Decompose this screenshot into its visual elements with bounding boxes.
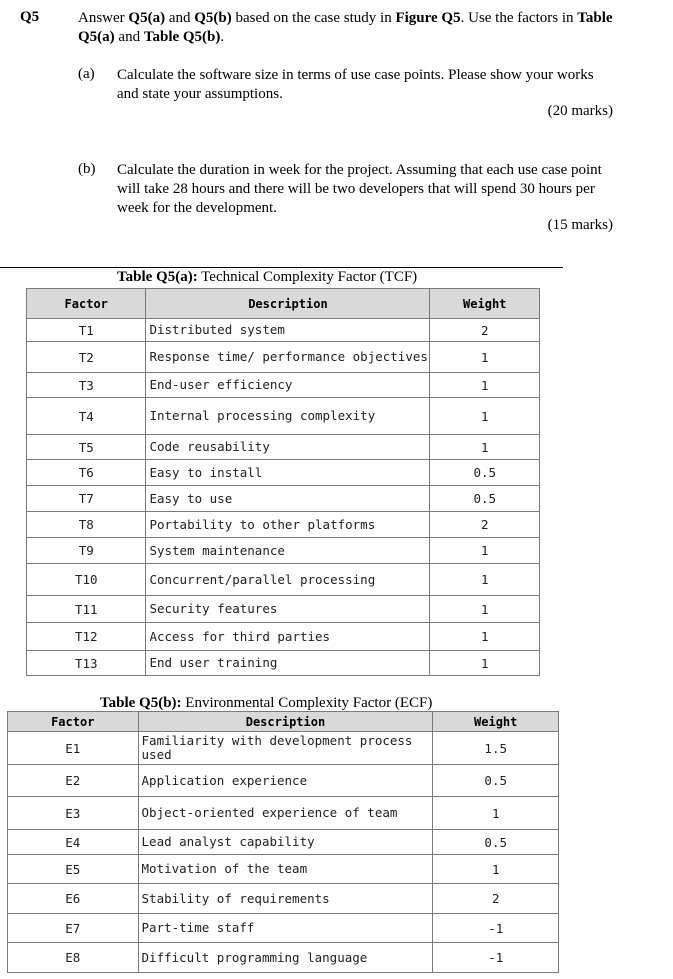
tcf-cell-weight: 1 [430,373,540,398]
ecf-row [8,732,559,765]
ecf-cell-description: Motivation of the team [138,855,433,884]
tcf-cell-factor: T11 [27,596,146,623]
ecf-cell-description: Lead analyst capability [138,830,433,855]
ecf-cell-description: Difficult programming language [138,943,433,973]
tcf-cell-description: System maintenance [146,538,430,564]
tcf-row [27,538,540,564]
ecf-cell-description: Stability of requirements [138,884,433,914]
tcf-caption: Table Q5(a): Technical Complexity Factor (TCF) [117,269,418,285]
ecf-cell-factor: E4 [8,830,139,855]
tcf-row [27,373,540,398]
tcf-cell-description: End user training [146,651,430,676]
ecf-row [8,765,559,797]
tcf-cell-factor: T12 [27,623,146,651]
tcf-row [27,564,540,596]
section-divider [0,267,563,268]
part-a-label: (a) [78,66,95,82]
tcf-cell-description: Easy to install [146,460,430,486]
tcf-cell-description: Portability to other platforms [146,512,430,538]
tcf-cell-description: Access for third parties [146,623,430,651]
tcf-cell-description: End-user efficiency [146,373,430,398]
ecf-cell-weight: 0.5 [433,830,559,855]
ecf-row [8,884,559,914]
tcf-cell-factor: T7 [27,486,146,512]
ecf-cell-weight: -1 [433,943,559,973]
tcf-row [27,651,540,676]
tcf-row [27,435,540,460]
tcf-cell-weight: 1 [430,651,540,676]
tcf-row [27,512,540,538]
tcf-cell-factor: T10 [27,564,146,596]
tcf-row [27,342,540,373]
tcf-row [27,460,540,486]
part-b-text: Calculate the duration in week for the project. Assuming that each use case point will take 28 hours and there will be two developers that will spend 30 hours per week for the development. [117,162,602,216]
ecf-table [7,711,559,973]
ecf-row [8,830,559,855]
tcf-cell-weight: 1 [430,538,540,564]
part-a-text: Calculate the software size in terms of use case points. Please show your works and state your assumptions. [117,67,594,102]
ecf-header-factor: Factor [8,712,139,732]
ecf-header-row [8,712,559,732]
ecf-cell-factor: E8 [8,943,139,973]
ecf-cell-factor: E1 [8,732,139,765]
tcf-header-row [27,289,540,319]
ecf-cell-factor: E7 [8,914,139,943]
ecf-cell-weight: 1 [433,855,559,884]
ecf-header-description: Description [138,712,433,732]
part-b-label: (b) [78,161,96,177]
ecf-cell-factor: E3 [8,797,139,830]
ecf-row [8,943,559,973]
tcf-row [27,623,540,651]
ecf-cell-weight: 2 [433,884,559,914]
ecf-cell-description: Familiarity with development process used [138,732,433,765]
part-b-marks: (15 marks) [547,217,613,233]
tcf-row [27,486,540,512]
tcf-cell-factor: T9 [27,538,146,564]
tcf-cell-description: Security features [146,596,430,623]
ecf-cell-description: Application experience [138,765,433,797]
tcf-row [27,596,540,623]
tcf-row [27,319,540,342]
ecf-cell-factor: E5 [8,855,139,884]
part-a-marks: (20 marks) [547,103,613,119]
tcf-cell-weight: 1 [430,398,540,435]
question-intro: Answer Q5(a) and Q5(b) based on the case study in Figure Q5. Use the factors in Table Q5(a) and Table Q5(b). [78,10,613,45]
tcf-cell-description: Response time/ performance objectives [146,342,430,373]
ecf-caption: Table Q5(b): Environmental Complexity Factor (ECF) [100,695,433,711]
ecf-header-weight: Weight [433,712,559,732]
tcf-cell-factor: T2 [27,342,146,373]
tcf-cell-description: Internal processing complexity [146,398,430,435]
question-number: Q5 [20,9,40,25]
tcf-cell-weight: 1 [430,623,540,651]
ecf-cell-weight: 0.5 [433,765,559,797]
ecf-row [8,914,559,943]
tcf-row [27,398,540,435]
tcf-header-weight: Weight [430,289,540,319]
tcf-cell-weight: 1 [430,564,540,596]
ecf-cell-description: Part-time staff [138,914,433,943]
tcf-cell-weight: 2 [430,512,540,538]
tcf-header-factor: Factor [27,289,146,319]
tcf-cell-factor: T1 [27,319,146,342]
tcf-cell-weight: 2 [430,319,540,342]
tcf-cell-weight: 0.5 [430,486,540,512]
tcf-table [26,288,540,676]
tcf-cell-factor: T4 [27,398,146,435]
tcf-cell-description: Concurrent/parallel processing [146,564,430,596]
tcf-cell-weight: 1 [430,435,540,460]
ecf-cell-description: Object-oriented experience of team [138,797,433,830]
ecf-cell-weight: 1 [433,797,559,830]
tcf-cell-description: Easy to use [146,486,430,512]
ecf-cell-factor: E2 [8,765,139,797]
tcf-cell-factor: T3 [27,373,146,398]
tcf-cell-factor: T5 [27,435,146,460]
tcf-cell-factor: T8 [27,512,146,538]
tcf-cell-description: Code reusability [146,435,430,460]
tcf-cell-description: Distributed system [146,319,430,342]
tcf-cell-weight: 1 [430,342,540,373]
ecf-cell-weight: 1.5 [433,732,559,765]
ecf-row [8,855,559,884]
ecf-row [8,797,559,830]
tcf-cell-weight: 1 [430,596,540,623]
ecf-cell-factor: E6 [8,884,139,914]
tcf-cell-weight: 0.5 [430,460,540,486]
tcf-header-description: Description [146,289,430,319]
tcf-cell-factor: T13 [27,651,146,676]
ecf-cell-weight: -1 [433,914,559,943]
tcf-cell-factor: T6 [27,460,146,486]
